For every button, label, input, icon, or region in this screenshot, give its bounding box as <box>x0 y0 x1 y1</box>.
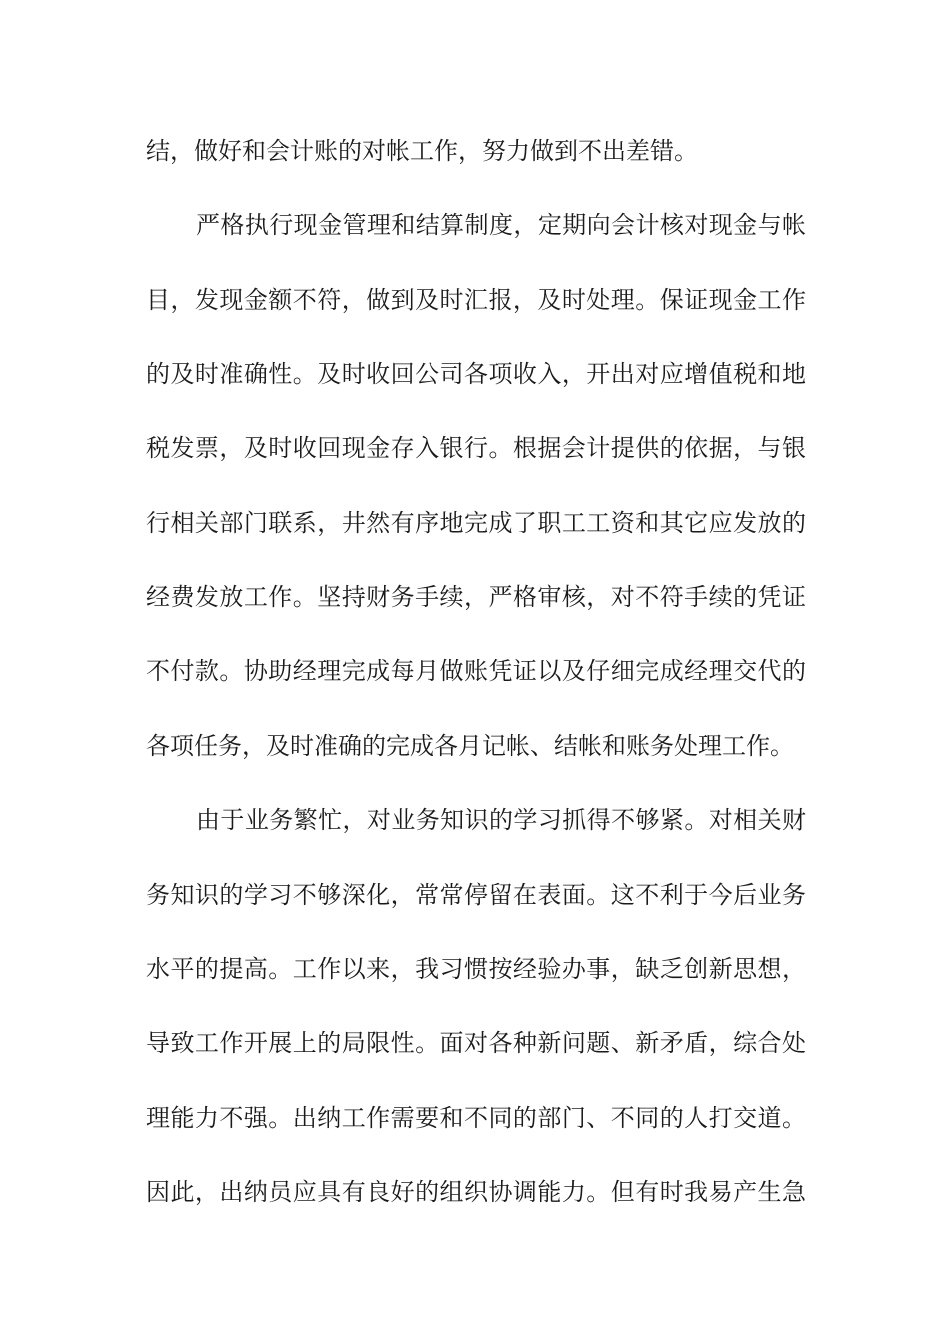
paragraph-line: 目，发现金额不符，做到及时汇报，及时处理。保证现金工作 <box>146 286 806 314</box>
paragraph-line: 导致工作开展上的局限性。面对各种新问题、新矛盾，综合处 <box>146 1029 806 1057</box>
paragraph-line: 的及时准确性。及时收回公司各项收入，开出对应增值税和地 <box>146 360 806 388</box>
paragraph-line: 水平的提高。工作以来，我习惯按经验办事，缺乏创新思想， <box>146 955 806 983</box>
paragraph-line: 行相关部门联系，井然有序地完成了职工工资和其它应发放的 <box>146 509 806 537</box>
paragraph-line: 严格执行现金管理和结算制度，定期向会计核对现金与帐 <box>196 211 806 239</box>
paragraph-line: 各项任务，及时准确的完成各月记帐、结帐和账务处理工作。 <box>146 732 794 760</box>
paragraph-line: 因此，出纳员应具有良好的组织协调能力。但有时我易产生急 <box>146 1178 806 1206</box>
paragraph-line: 税发票，及时收回现金存入银行。根据会计提供的依据，与银 <box>146 434 806 462</box>
paragraph-line: 不付款。协助经理完成每月做账凭证以及仔细完成经理交代的 <box>146 657 806 685</box>
paragraph-line: 结，做好和会计账的对帐工作，努力做到不出差错。 <box>146 137 698 165</box>
paragraph-line: 经费发放工作。坚持财务手续，严格审核，对不符手续的凭证 <box>146 583 806 611</box>
paragraph-line: 理能力不强。出纳工作需要和不同的部门、不同的人打交道。 <box>146 1104 806 1132</box>
paragraph-line: 由于业务繁忙，对业务知识的学习抓得不够紧。对相关财 <box>196 806 806 834</box>
paragraph-line: 务知识的学习不够深化，常常停留在表面。这不利于今后业务 <box>146 881 806 909</box>
